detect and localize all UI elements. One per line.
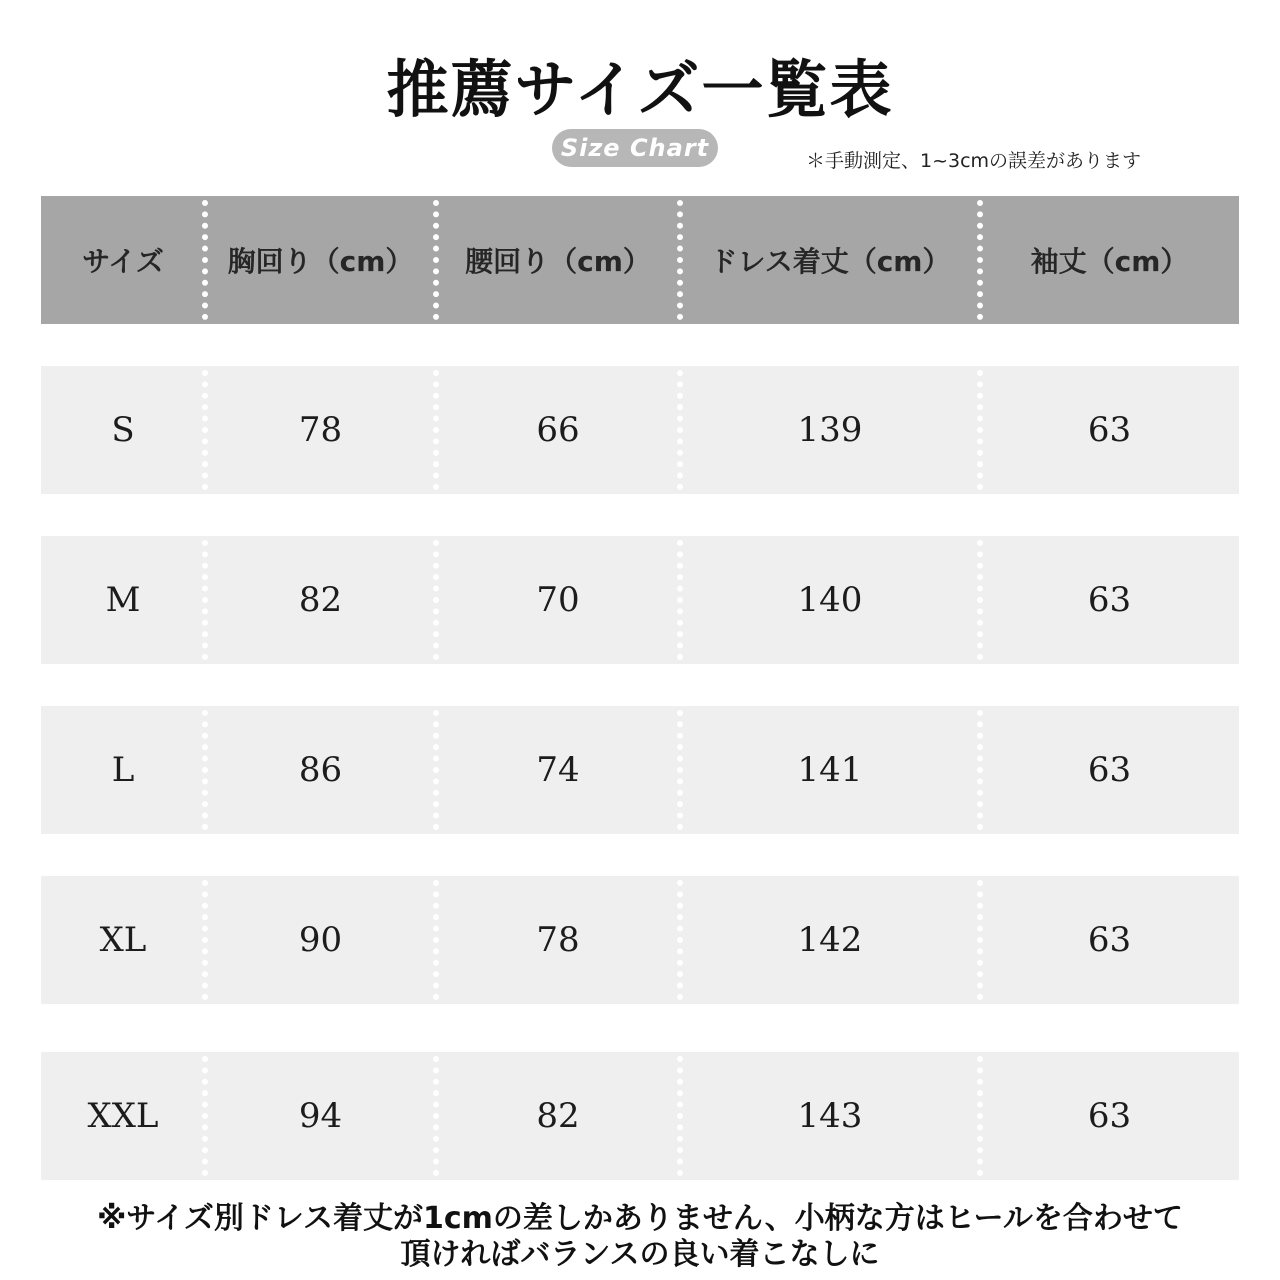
cell-sleeve-length: 63 bbox=[980, 366, 1239, 494]
cell-waist: 78 bbox=[436, 876, 680, 1004]
cell-bust: 82 bbox=[205, 536, 436, 664]
cell-waist: 74 bbox=[436, 706, 680, 834]
table-row bbox=[41, 536, 1239, 664]
cell-sleeve-length: 63 bbox=[980, 536, 1239, 664]
cell-size: M bbox=[105, 580, 141, 620]
cell-sleeve-length: 63 bbox=[980, 1052, 1239, 1180]
header-size: サイズ bbox=[82, 245, 164, 278]
cell-dress-length: 141 bbox=[680, 706, 980, 834]
cell-size: S bbox=[111, 410, 135, 450]
table-row bbox=[41, 366, 1239, 494]
cell-dress-length: 143 bbox=[680, 1052, 980, 1180]
header-sleeve-length: 袖丈（cm） bbox=[980, 196, 1239, 324]
header-dress-length: ドレス着丈（cm） bbox=[680, 196, 980, 324]
cell-size: L bbox=[111, 750, 135, 790]
table-header-row bbox=[41, 196, 1239, 324]
footer-note-line2: 頂ければバランスの良い着こなしに bbox=[400, 1237, 880, 1272]
cell-waist: 82 bbox=[436, 1052, 680, 1180]
cell-waist: 70 bbox=[436, 536, 680, 664]
page-title: 推薦サイズ一覧表 bbox=[386, 53, 894, 126]
table-row bbox=[41, 706, 1239, 834]
cell-sleeve-length: 63 bbox=[980, 876, 1239, 1004]
cell-dress-length: 139 bbox=[680, 366, 980, 494]
cell-bust: 90 bbox=[205, 876, 436, 1004]
cell-bust: 94 bbox=[205, 1052, 436, 1180]
cell-dress-length: 140 bbox=[680, 536, 980, 664]
table-row bbox=[41, 876, 1239, 1004]
cell-size: XL bbox=[99, 920, 147, 960]
cell-waist: 66 bbox=[436, 366, 680, 494]
header-bust: 胸回り（cm） bbox=[205, 196, 436, 324]
header-waist: 腰回り（cm） bbox=[436, 196, 680, 324]
cell-bust: 86 bbox=[205, 706, 436, 834]
footer-note-line1: ※サイズ別ドレス着丈が1cmの差しかありません、小柄な方はヒールを合わせて bbox=[97, 1201, 1183, 1236]
cell-bust: 78 bbox=[205, 366, 436, 494]
measurement-note: ＊手動測定、1~3cmの誤差があります bbox=[806, 150, 1142, 172]
cell-dress-length: 142 bbox=[680, 876, 980, 1004]
table-row bbox=[41, 1052, 1239, 1180]
cell-size: XXL bbox=[87, 1096, 159, 1136]
size-chart-badge: Size Chart bbox=[552, 129, 718, 167]
cell-sleeve-length: 63 bbox=[980, 706, 1239, 834]
